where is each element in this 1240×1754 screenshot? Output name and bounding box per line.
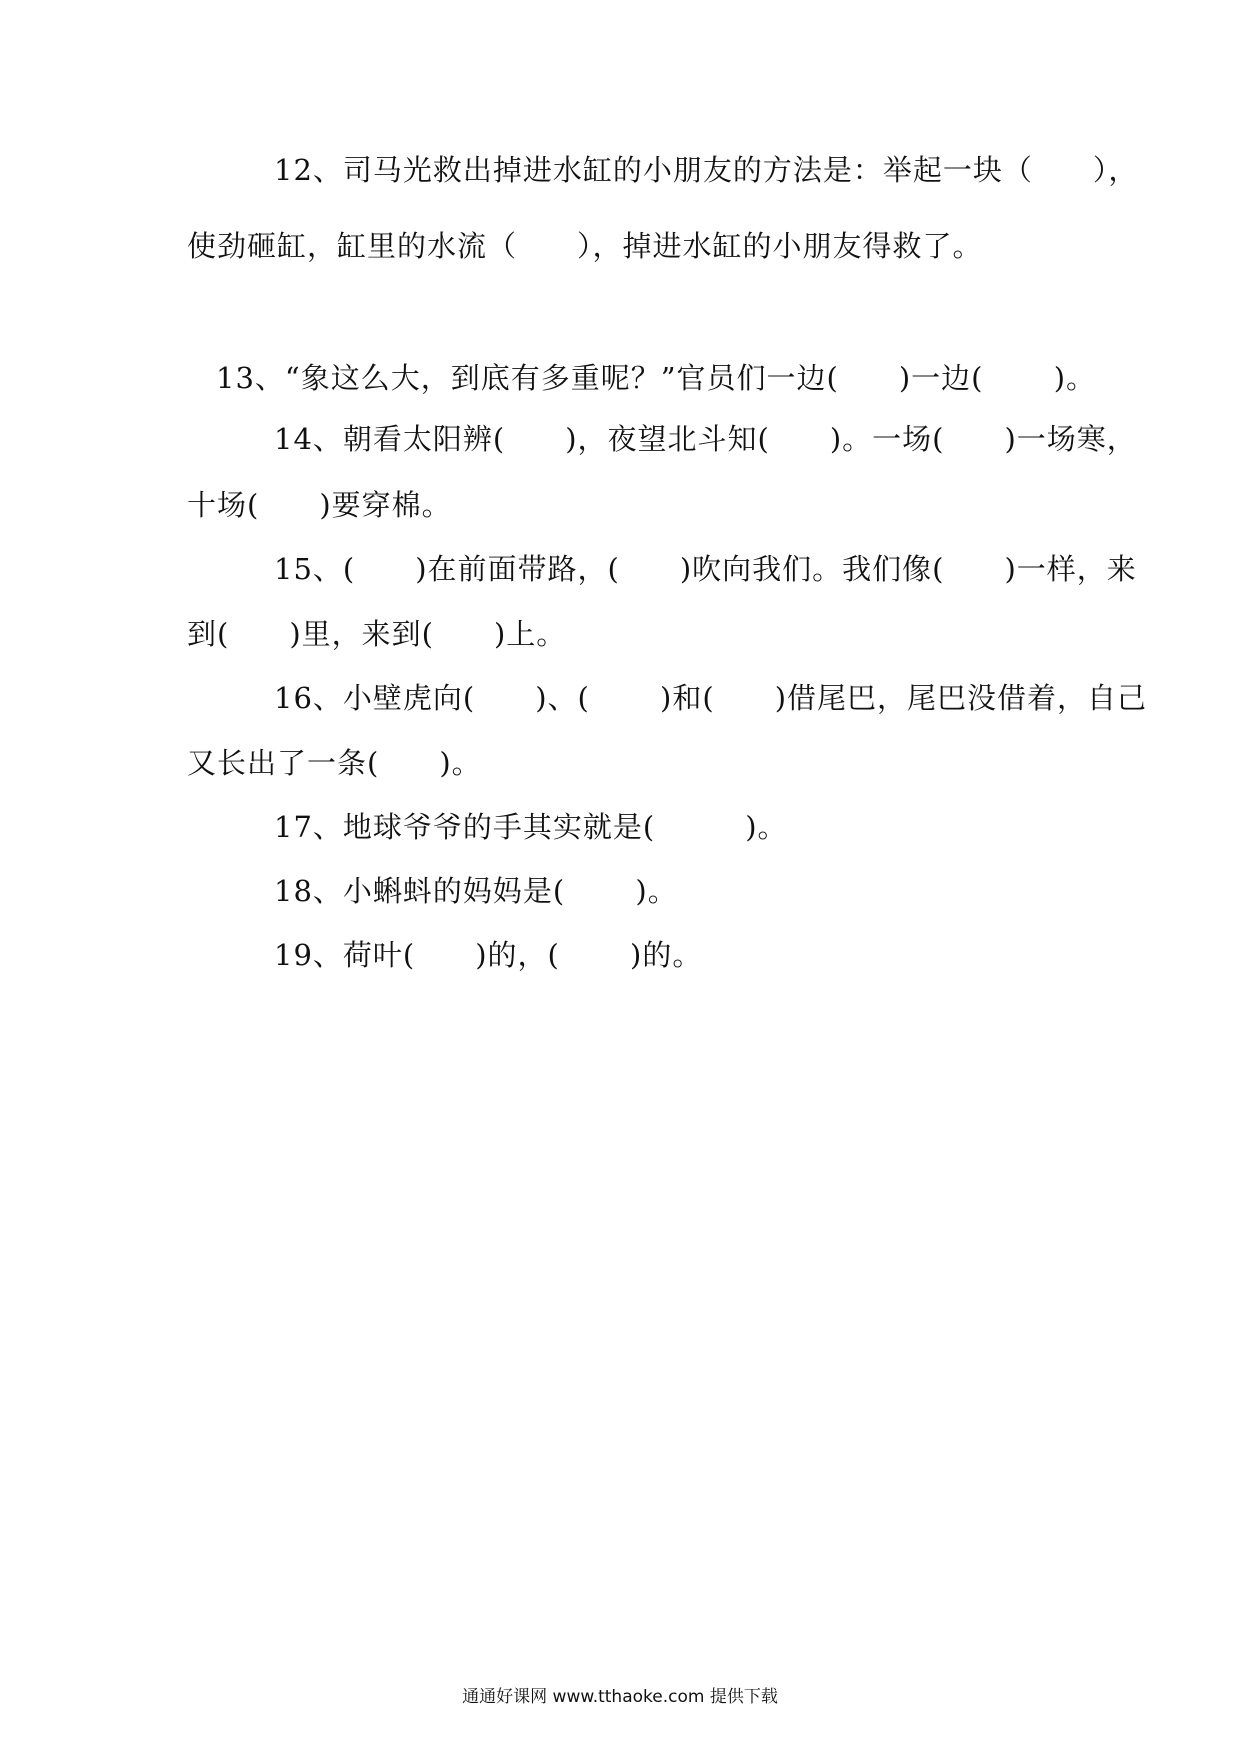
question-14-line-2: 十场( )要穿棉。 bbox=[187, 488, 452, 522]
question-13-line-1: 13、“象这么大，到底有多重呢？”官员们一边( )一边( )。 bbox=[216, 361, 1097, 395]
question-12-line-2: 使劲砸缸，缸里的水流（ ），掉进水缸的小朋友得救了。 bbox=[187, 229, 983, 263]
question-16-line-1: 16、小壁虎向( )、( )和( )借尾巴，尾巴没借着，自己 bbox=[274, 681, 1148, 715]
question-15-line-1: 15、( )在前面带路，( )吹向我们。我们像( )一样，来 bbox=[274, 552, 1137, 586]
question-18-line-1: 18、小蝌蚪的妈妈是( )。 bbox=[274, 874, 678, 908]
question-16-line-2: 又长出了一条( )。 bbox=[187, 746, 482, 780]
question-19-line-1: 19、荷叶( )的，( )的。 bbox=[274, 938, 703, 972]
question-15-line-2: 到( )里，来到( )上。 bbox=[187, 617, 567, 651]
question-12-line-1: 12、司马光救出掉进水缸的小朋友的方法是：举起一块（ ）， bbox=[274, 153, 1139, 187]
question-14-line-1: 14、朝看太阳辨( )，夜望北斗知( )。一场( )一场寒， bbox=[274, 422, 1137, 456]
footer-source-text: 通通好课网 www.tthaoke.com 提供下载 bbox=[462, 1687, 778, 1707]
question-17-line-1: 17、地球爷爷的手其实就是( )。 bbox=[274, 810, 788, 844]
